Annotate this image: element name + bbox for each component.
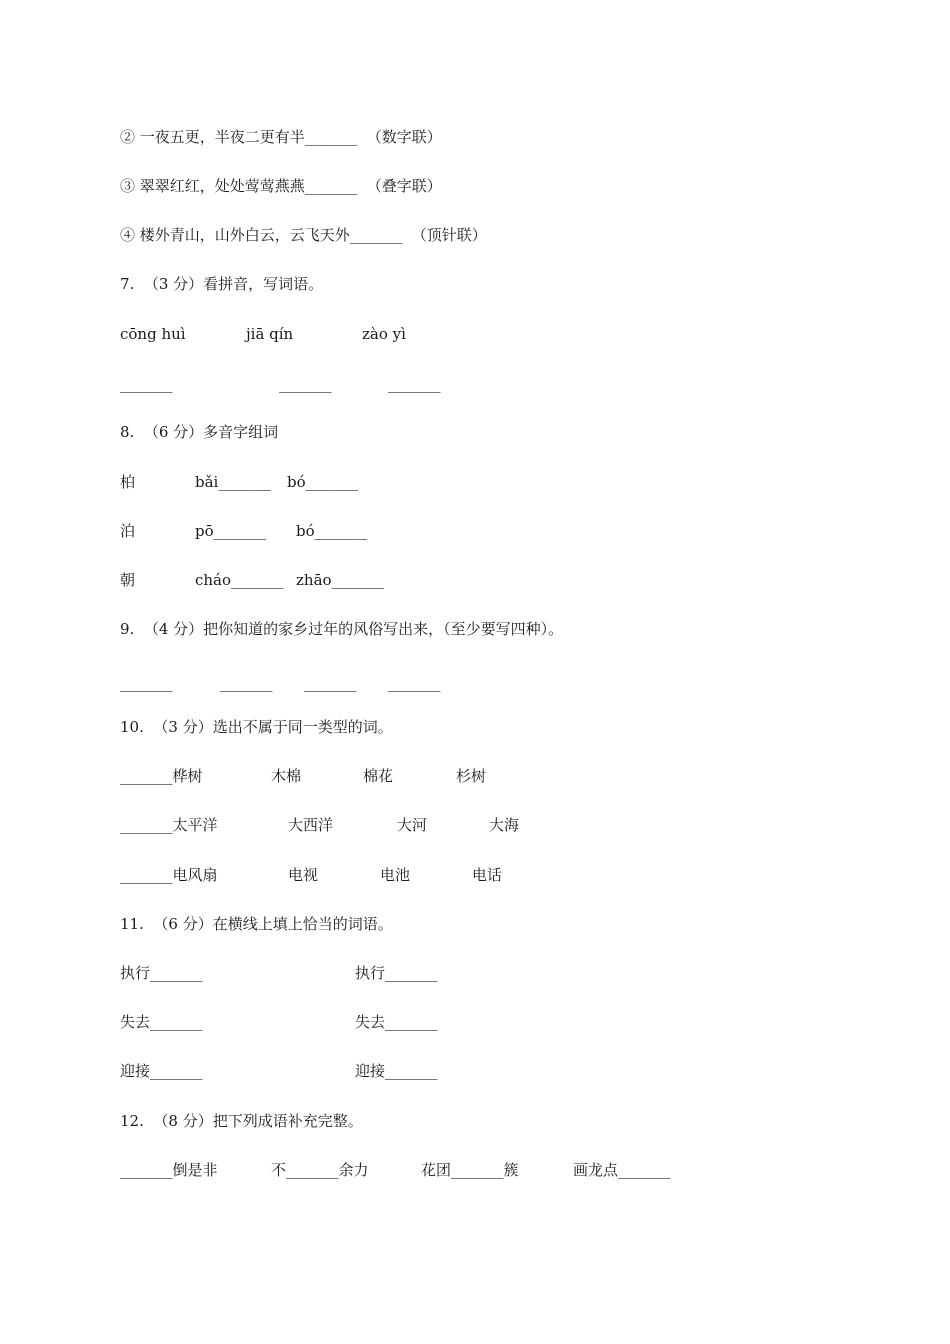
answer-blank[interactable]: _______ [279,375,332,393]
couplet-item-4: ④ 楼外青山，山外白云，云飞天外_______ （顶针联） [120,226,487,244]
choice-word: 大海 [489,816,520,834]
question-10-title: 10. （3 分）选出不属于同一类型的词。 [120,718,393,736]
polyphone-blank[interactable]: bó_______ [287,473,359,491]
question-9-title: 9. （4 分）把你知道的家乡过年的风俗写出来，（至少要写四种）。 [120,620,564,638]
pinyin-item: zào yì [362,325,406,343]
pinyin-item: jiā qín [246,325,294,343]
pinyin-item: cōng huì [120,325,186,343]
idiom-blank-item[interactable]: 不_______余力 [271,1161,369,1179]
choice-word: 电池 [380,866,411,884]
choice-word: 木棉 [271,767,302,785]
fill-blank-item[interactable]: 执行_______ [355,964,438,982]
choice-word: 杉树 [456,767,487,785]
question-11-title: 11. （6 分）在横线上填上恰当的词语。 [120,915,393,933]
fill-blank-item[interactable]: 迎接_______ [355,1062,438,1080]
fill-blank-item[interactable]: 失去_______ [355,1013,438,1031]
fill-blank-item[interactable]: 迎接_______ [120,1062,203,1080]
answer-blank[interactable]: _______ [388,674,441,692]
polyphone-blank[interactable]: zhāo_______ [296,571,385,589]
polyphone-char: 朝 [120,571,136,589]
choice-word: 大西洋 [288,816,334,834]
polyphone-char: 泊 [120,522,136,540]
question-12-title: 12. （8 分）把下列成语补充完整。 [120,1112,363,1130]
choice-word: 棉花 [363,767,394,785]
idiom-blank-item[interactable]: _______倒是非 [120,1161,218,1179]
polyphone-blank[interactable]: bǎi_______ [195,473,271,491]
question-8-title: 8. （6 分）多音字组词 [120,423,279,441]
choice-word: 大河 [397,816,428,834]
fill-blank-item[interactable]: 失去_______ [120,1013,203,1031]
choice-blank-item[interactable]: _______太平洋 [120,816,218,834]
polyphone-blank[interactable]: bó_______ [296,522,368,540]
polyphone-blank[interactable]: pō_______ [195,522,267,540]
couplet-item-2: ② 一夜五更，半夜二更有半_______ （数字联） [120,128,442,146]
couplet-item-3: ③ 翠翠红红，处处莺莺燕燕_______ （叠字联） [120,177,442,195]
question-7-title: 7. （3 分）看拼音，写词语。 [120,275,324,293]
choice-word: 电视 [288,866,319,884]
polyphone-blank[interactable]: cháo_______ [195,571,284,589]
choice-blank-item[interactable]: _______桦树 [120,767,203,785]
fill-blank-item[interactable]: 执行_______ [120,964,203,982]
answer-blank[interactable]: _______ [388,375,441,393]
choice-blank-item[interactable]: _______电风扇 [120,866,218,884]
answer-blank[interactable]: _______ [120,375,173,393]
choice-word: 电话 [472,866,503,884]
answer-blank[interactable]: _______ [120,674,173,692]
idiom-blank-item[interactable]: 画龙点_______ [573,1161,671,1179]
answer-blank[interactable]: _______ [304,674,357,692]
polyphone-char: 柏 [120,473,136,491]
idiom-blank-item[interactable]: 花团_______簇 [421,1161,519,1179]
answer-blank[interactable]: _______ [220,674,273,692]
